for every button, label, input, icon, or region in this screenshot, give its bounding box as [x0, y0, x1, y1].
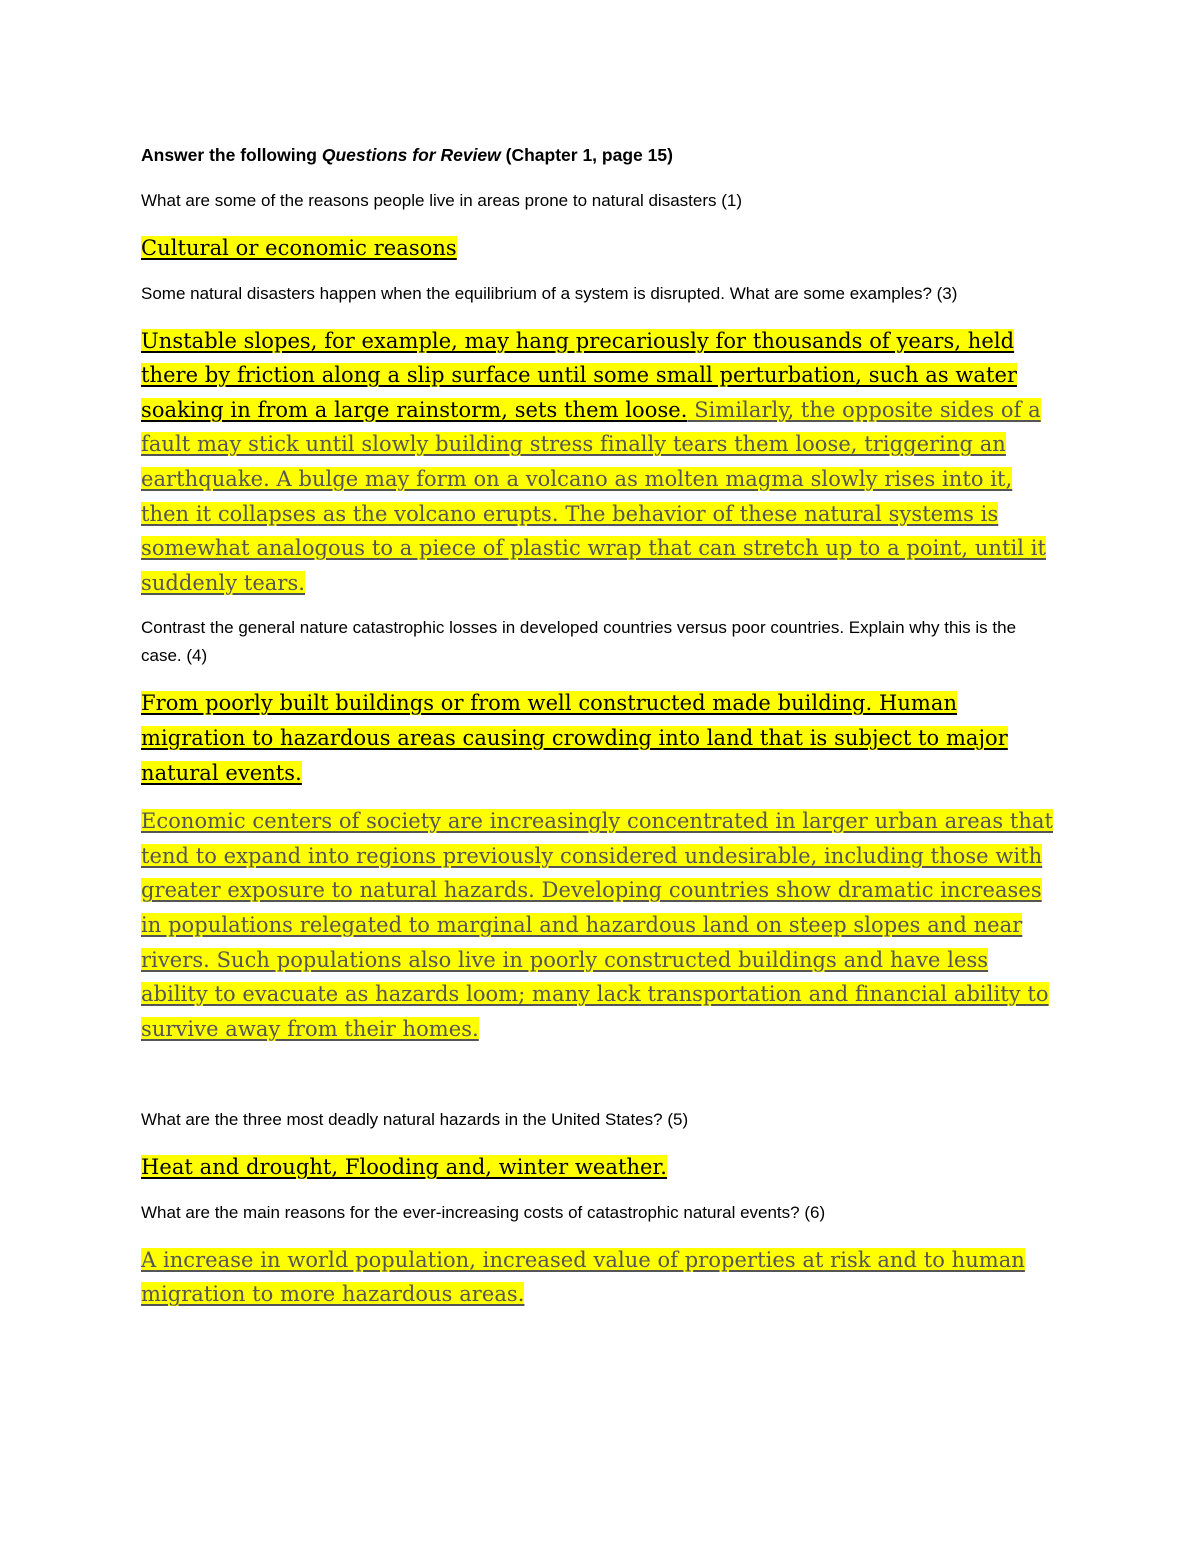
question-3: Contrast the general nature catastrophic losses in developed countries versus poor countries. Explain why this is the case. (4): [141, 618, 1017, 666]
question-1: What are some of the reasons people live in areas prone to natural disasters (1): [141, 191, 742, 210]
answer-5: [141, 1243, 1061, 1312]
answer-2: [141, 324, 1061, 601]
page-heading: [141, 143, 1061, 167]
heading-italic-text: Questions for Review: [321, 145, 501, 165]
answer-2-text-gray: Similarly, the opposite sides of a fault may stick until slowly building stress finally tears them loose, triggering an earthquake. A bulge may form on a volcano as molten magma slowly rises into it, then it collapses as the volcano erupts. The behavior of these natural systems is somewhat analogous to a piece of plastic wrap that can stretch up to a point, until it suddenly tears.: [141, 397, 1047, 595]
question-2: Some natural disasters happen when the equilibrium of a system is disrupted. What are some examples? (3): [141, 283, 958, 303]
answer-3-text-dark: From poorly built buildings or from well constructed made building. Human migration to hazardous areas causing crowding into land that is subject to major natural events.: [141, 691, 1008, 785]
question-5: What are the main reasons for the ever-increasing costs of catastrophic natural events? (6): [141, 1202, 826, 1222]
question-4: What are the three most deadly natural hazards in the United States? (5): [141, 1110, 689, 1130]
answer-1: [141, 231, 1061, 266]
document-body: [141, 143, 1061, 1326]
answer-1-text: Cultural or economic reasons: [141, 236, 457, 260]
answer-3a: [141, 686, 1061, 790]
answer-5-text: A increase in world population, increased value of properties at risk and to human migration to more hazardous areas.: [141, 1247, 1025, 1307]
answer-4-text: Heat and drought, Flooding and, winter weather.: [141, 1155, 668, 1180]
answer-3b: [141, 804, 1061, 1046]
spacer: [141, 1060, 1061, 1106]
answer-4: [141, 1150, 1061, 1185]
answer-2-text-dark: Unstable slopes, for example, may hang precariously for thousands of years, held there by friction along a slip surface until some small perturbation, such as water soaking in from a large rainstorm, sets them loose.: [141, 328, 1018, 422]
heading-text: Answer the following: [141, 145, 322, 165]
answer-3-text-gray: Economic centers of society are increasingly concentrated in larger urban areas that tend to expand into regions previously considered undesirable, including those with greater exposure to natural hazards. Developing countries show dramatic increases in populations relegated to marginal and hazardous land on steep slopes and near rivers. Such populations also live in poorly constructed buildings and have less ability to evacuate as hazards loom; many lack transportation and financial ability to survive away from their homes.: [141, 809, 1054, 1041]
heading-chapter-text: (Chapter 1, page 15): [500, 145, 673, 165]
